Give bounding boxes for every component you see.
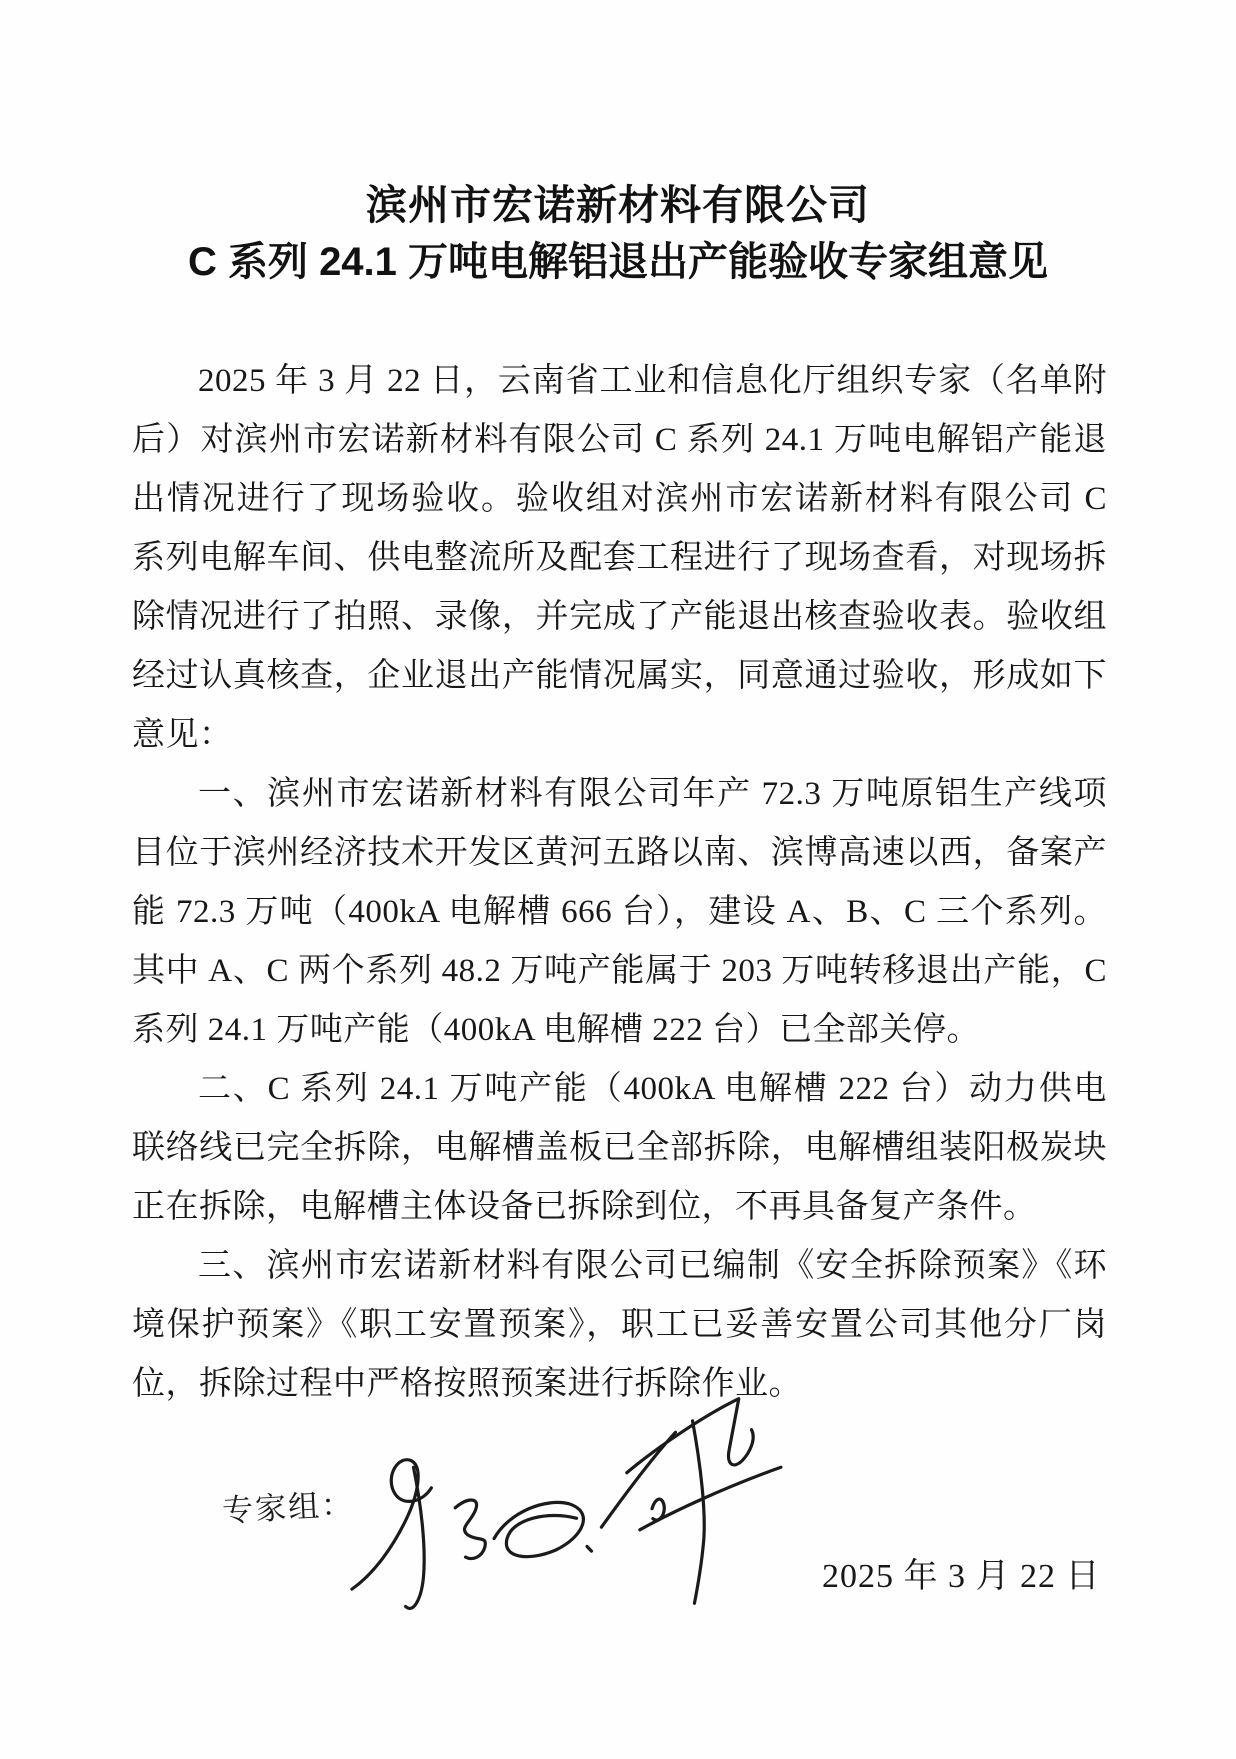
expert-group-signature-label: 专家组： <box>221 1486 355 1529</box>
document-title-line2: C 系列 24.1 万吨电解铝退出产能验收专家组意见 <box>187 240 1049 284</box>
handwritten-signatures <box>329 1382 806 1641</box>
handwritten-signature-2 <box>591 1396 792 1611</box>
document-paragraph-item-3: 三、滨州市宏诺新材料有限公司已编制《安全拆除预案》《环境保护预案》《职工安置预案》，职工已妥善安置公司其他分厂岗位，拆除过程中严格按照预案进行拆除作业。 <box>132 1248 1107 1402</box>
document-title-line1: 滨州市宏诺新材料有限公司 <box>366 182 870 228</box>
document-body <box>132 352 1107 1414</box>
document-date: 2025 年 3 月 22 日 <box>822 1558 1101 1595</box>
document-paragraph-item-1: 一、滨州市宏诺新材料有限公司年产 72.3 万吨原铝生产线项目位于滨州经济技术开发区黄河五路以南、滨博高速以西，备案产能 72.3 万吨（400kA 电解槽 666 台），建设 A、B、C 三个系列。其中 A、C 两个系列 48.2 万吨产能属于 203 万吨转移退出产能，C 系列 24.1 万吨产能（400kA 电解槽 222 台）已全部关停。 <box>132 776 1107 1048</box>
document-paragraph-intro: 2025 年 3 月 22 日，云南省工业和信息化厅组织专家（名单附后）对滨州市宏诺新材料有限公司 C 系列 24.1 万吨电解铝产能退出情况进行了现场验收。验收组对滨州市宏诺新材料有限公司 C 系列电解车间、供电整流所及配套工程进行了现场查看，对现场拆除情况进行了拍照、录像，并完成了产能退出核查验收表。验收组经过认真核查，企业退出产能情况属实，同意通过验收，形成如下意见： <box>132 363 1107 753</box>
handwritten-signature-1 <box>341 1444 595 1613</box>
document-paragraph-item-2: 二、C 系列 24.1 万吨产能（400kA 电解槽 222 台）动力供电联络线已完全拆除，电解槽盖板已全部拆除，电解槽组装阳极炭块正在拆除，电解槽主体设备已拆除到位，不再具备复产条件。 <box>132 1071 1107 1225</box>
